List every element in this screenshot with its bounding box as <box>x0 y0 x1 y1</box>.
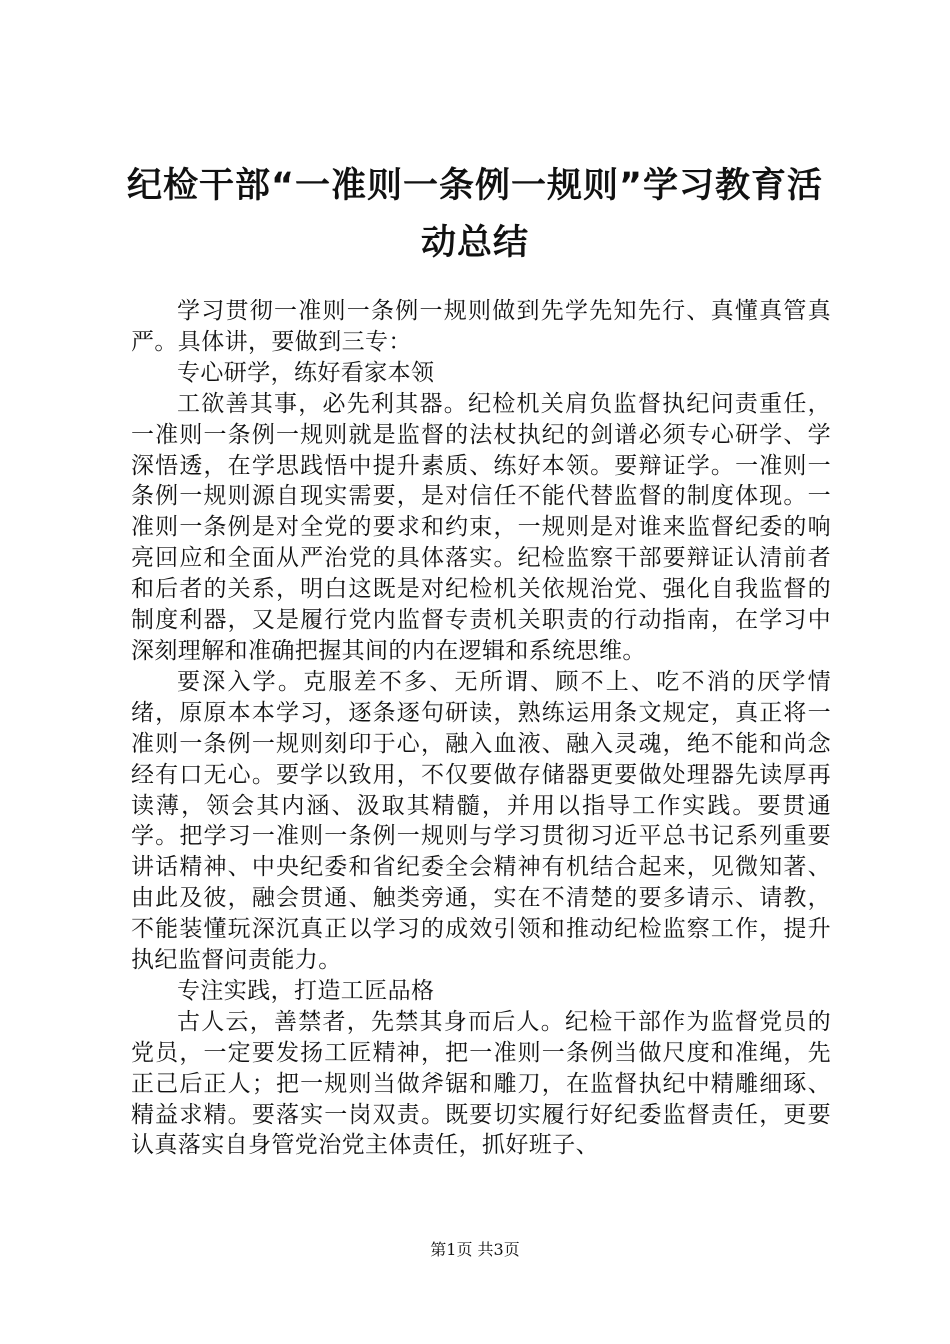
paragraph-intro: 学习贯彻一准则一条例一规则做到先学先知先行、真懂真管真严。具体讲，要做到三专： <box>131 298 831 355</box>
page-footer: 第1页 共3页 <box>430 1240 520 1259</box>
section-heading-2: 专注实践，打造工匠品格 <box>177 977 435 1004</box>
document-title: 纪检干部“一准则一条例一规则”学习教育活动总结 <box>126 166 823 263</box>
section-heading-1: 专心研学，练好看家本领 <box>177 359 435 386</box>
paragraph-1: 工欲善其事，必先利其器。纪检机关肩负监督执纪问责重任，一准则一条例一规则就是监督的法杖执纪的剑谱必须专心研学、学深悟透，在学思践悟中提升素质、练好本领。要辩证学。一准则一条例一规则源自现实需要，是对信任不能代替监督的制度体现。一准则一条例是对全党的要求和约束，一规则是对谁来监督纪委的响亮回应和全面从严治党的具体落实。纪检监察干部要辩证认清前者和后者的关系，明白这既是对纪检机关依规治党、强化自我监督的制度利器，又是履行党内监督专责机关职责的行动指南，在学习中深刻理解和准确把握其间的内在逻辑和系统思维。 <box>131 390 831 664</box>
paragraph-3: 古人云，善禁者，先禁其身而后人。纪检干部作为监督党员的党员，一定要发扬工匠精神，把一准则一条例当做尺度和准绳，先正己后正人；把一规则当做斧锯和雕刀，在监督执纪中精雕细琢、精益求精。要落实一岗双责。既要切实履行好纪委监督责任，更要认真落实自身管党治党主体责任，抓好班子、 <box>131 1008 831 1159</box>
document-body <box>131 296 831 1161</box>
paragraph-2: 要深入学。克服差不多、无所谓、顾不上、吃不消的厌学情绪，原原本本学习，逐条逐句研读，熟练运用条文规定，真正将一准则一条例一规则刻印于心，融入血液、融入灵魂，绝不能和尚念经有口无心。要学以致用，不仅要做存储器更要做处理器先读厚再读薄，领会其内涵、汲取其精髓，并用以指导工作实践。要贯通学。把学习一准则一条例一规则与学习贯彻习近平总书记系列重要讲话精神、中央纪委和省纪委全会精神有机结合起来，见微知著、由此及彼，融会贯通、触类旁通，实在不清楚的要多请示、请教，不能装懂玩深沉真正以学习的成效引领和推动纪检监察工作，提升执纪监督问责能力。 <box>131 668 831 974</box>
